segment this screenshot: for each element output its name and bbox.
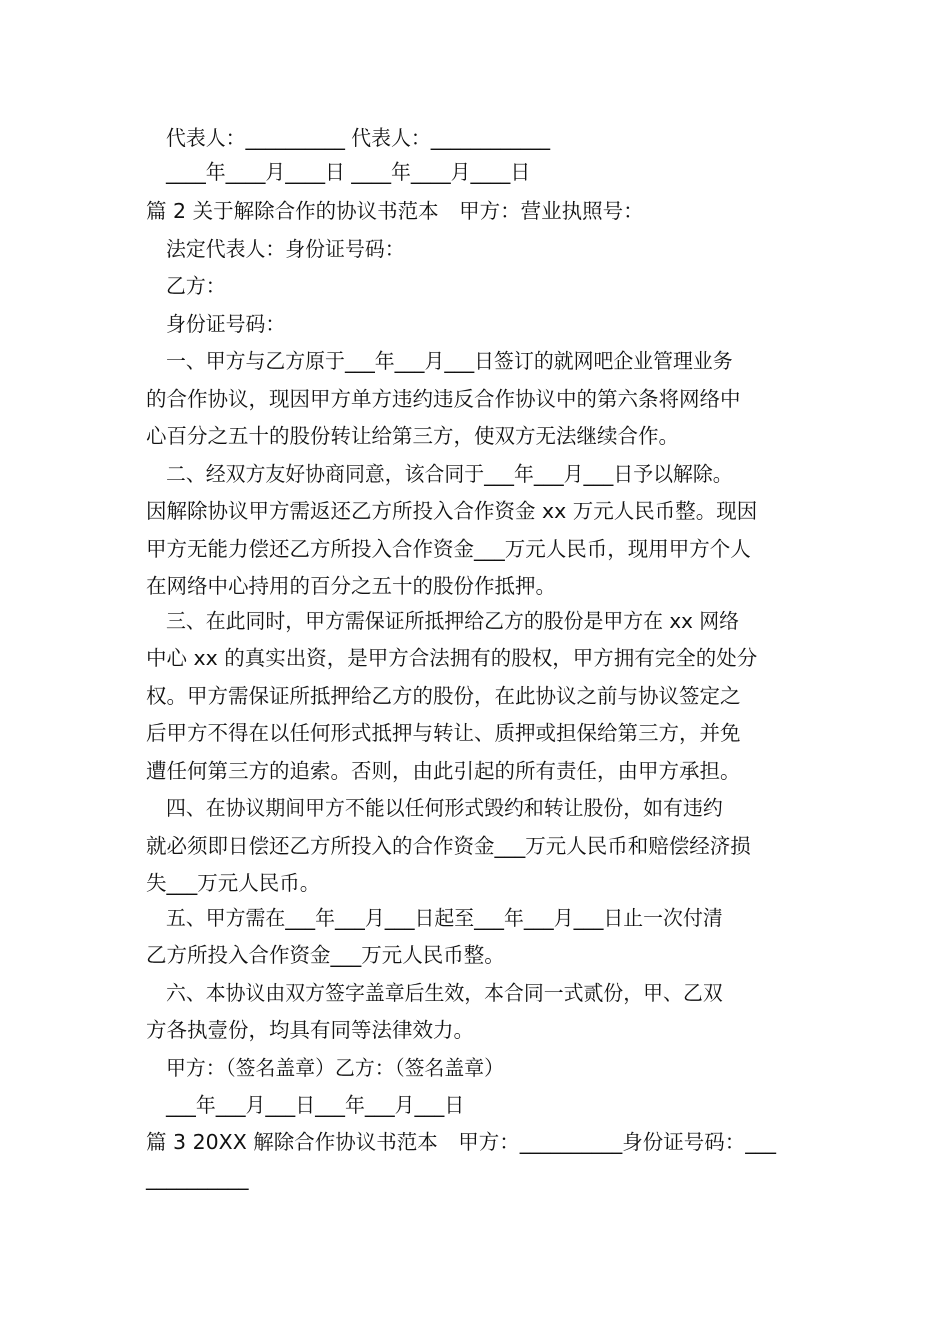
section-3-heading: 篇 3 20XX 解除合作协议书范本 甲方：__________身份证号码：___ [146, 1130, 777, 1154]
id-number-line: 身份证号码： [166, 312, 286, 336]
clause-4-line-2: 就必须即日偿还乙方所投入的合作资金___万元人民币和赔偿经济损 [146, 834, 751, 858]
date-line: ____年____月____日 ____年____月____日 [166, 160, 531, 184]
clause-4-line-3: 失___万元人民币。 [146, 871, 321, 895]
clause-5-line-1: 五、甲方需在___年___月___日起至___年___月___日止一次付清 [166, 906, 723, 930]
clause-2-line-1: 二、经双方友好协商同意，该合同于___年___月___日予以解除。 [166, 462, 733, 486]
clause-1-line-3: 心百分之五十的股份转让给第三方，使双方无法继续合作。 [146, 424, 679, 448]
party-b-line: 乙方： [166, 274, 226, 298]
clause-6-line-2: 方各执壹份，均具有同等法律效力。 [146, 1018, 474, 1042]
clause-1-line-1: 一、甲方与乙方原于___年___月___日签订的就网吧企业管理业务 [166, 349, 733, 373]
clause-3-line-3: 权。甲方需保证所抵押给乙方的股份，在此协议之前与协议签定之 [146, 684, 741, 708]
clause-2-line-2: 因解除协议甲方需返还乙方所投入合作资金 xx 万元人民币整。现因 [146, 499, 758, 523]
signature-line: 甲方：（签名盖章）乙方：（签名盖章） [166, 1056, 505, 1080]
clause-4-line-1: 四、在协议期间甲方不能以任何形式毁约和转让股份，如有违约 [166, 796, 723, 820]
section-2-heading: 篇 2 关于解除合作的协议书范本 甲方：营业执照号： [146, 199, 644, 223]
clause-2-line-4: 在网络中心持用的百分之五十的股份作抵押。 [146, 574, 556, 598]
clause-3-line-4: 后甲方不得在以任何形式抵押与转让、质押或担保给第三方，并免 [146, 721, 741, 745]
clause-3-line-2: 中心 xx 的真实出资，是甲方合法拥有的股权，甲方拥有完全的处分 [146, 646, 758, 670]
section-3-continuation: __________ [146, 1166, 249, 1190]
legal-representative-line: 法定代表人：身份证号码： [166, 237, 405, 261]
signature-date-line: ___年___月___日___年___月___日 [166, 1093, 465, 1117]
clause-3-line-5: 遭任何第三方的追索。否则，由此引起的所有责任，由甲方承担。 [146, 759, 741, 783]
clause-3-line-1: 三、在此同时，甲方需保证所抵押给乙方的股份是甲方在 xx 网络 [166, 609, 740, 633]
clause-6-line-1: 六、本协议由双方签字盖章后生效，本合同一式贰份，甲、乙双 [166, 981, 723, 1005]
clause-2-line-3: 甲方无能力偿还乙方所投入合作资金___万元人民币，现用甲方个人 [146, 537, 751, 561]
representative-line: 代表人：__________ 代表人：____________ [166, 126, 551, 150]
clause-5-line-2: 乙方所投入合作资金___万元人民币整。 [146, 943, 505, 967]
clause-1-line-2: 的合作协议，现因甲方单方违约违反合作协议中的第六条将网络中 [146, 387, 741, 411]
